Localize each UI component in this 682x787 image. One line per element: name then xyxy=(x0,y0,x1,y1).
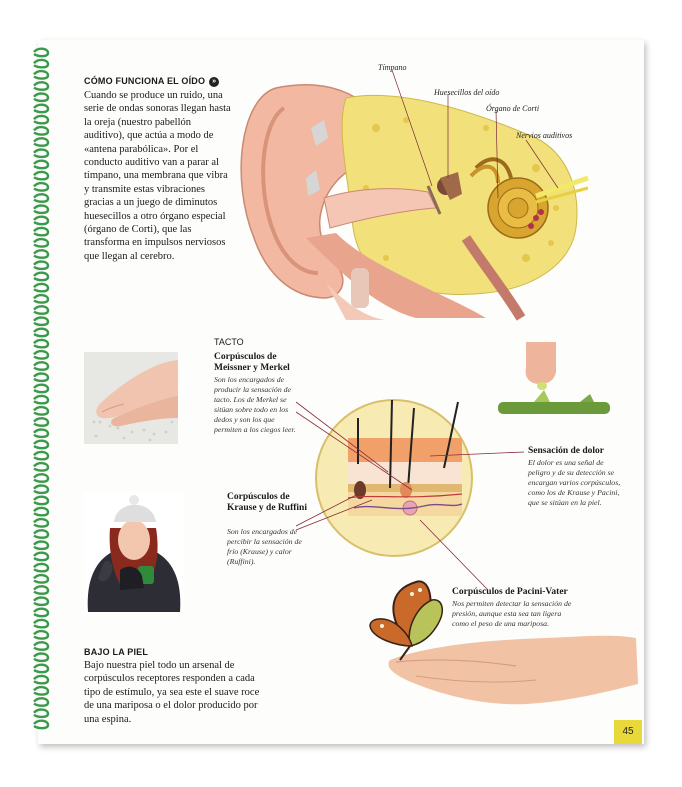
page-number: 45 xyxy=(614,720,642,744)
meissner-text: Son los encargados de producir la sensación de tacto. Los de Merkel se sitúan sobre todo en los dedos y son los que permiten a los ciegos leer. xyxy=(214,375,296,434)
label-timpano: Tímpano xyxy=(378,63,407,72)
ear-body: Cuando se produce un ruido, una serie de ondas sonoras llegan hasta la oreja (nuestro pabellón auditivo), que actúa a modo de «antena parabólica». Por el conducto auditivo van a parar al tímpano, una membrana que vibra y transmite estas vibraciones gracias a un juego de diminutos huesecillos a otro órgano especial (órgano de Corti), que las transforma en impulsos nerviosos que llegan al cerebro. xyxy=(84,90,231,262)
piel-heading: BAJO LA PIEL xyxy=(84,647,149,657)
pacini-text: Nos permiten detectar la sensación de presión, aunque esta sea tan ligera como el peso de una mariposa. xyxy=(452,599,572,628)
label-huesecillos: Huesecillos del oído xyxy=(434,88,500,97)
krause-text: Son los encargados de percibir la sensación de frío (Krause) y calor (Ruffini). xyxy=(227,527,302,566)
krause-title: Corpúsculos de Krause y de Ruffini xyxy=(227,492,307,513)
tacto-heading: TACTO xyxy=(214,337,244,347)
butterfly-hand-photo xyxy=(366,576,646,710)
dolor-text: El dolor es una señal de peligro y de su detección se encargan varios corpúsculos, como los de Krause y Pacini, que se sitúan en la piel. xyxy=(528,458,621,507)
arrow-icon: » xyxy=(209,77,219,87)
piel-body: Bajo nuestra piel todo un arsenal de corpúsculos receptores responden a cada tipo de estímulo, ya sea este el suave roce de una mariposa o el dolor producido por una espina. xyxy=(84,660,260,725)
label-nervios: Nervios auditivos xyxy=(516,131,573,140)
label-corti: Órgano de Corti xyxy=(486,104,540,113)
dolor-title: Sensación de dolor xyxy=(528,446,605,456)
meissner-title: Corpúsculos de Meissner y Merkel xyxy=(214,352,290,373)
ear-heading-text: CÓMO FUNCIONA EL OÍDO xyxy=(84,76,206,86)
woman-photo xyxy=(84,492,184,612)
pacini-title: Corpúsculos de Pacini-Vater xyxy=(452,587,568,597)
